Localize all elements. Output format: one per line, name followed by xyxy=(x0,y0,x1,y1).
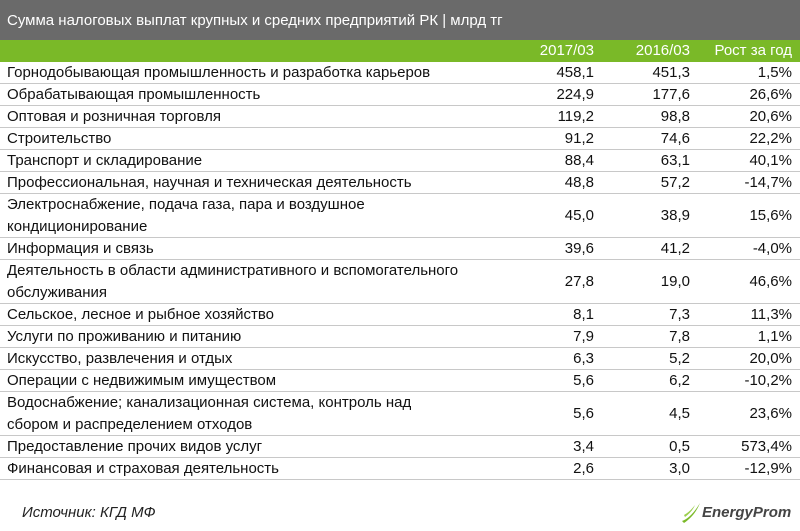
value-2016: 41,2 xyxy=(660,240,690,257)
value-2017: 88,4 xyxy=(564,152,594,169)
row-category-name xyxy=(7,172,477,194)
value-2016: 0,5 xyxy=(669,438,690,455)
value-growth: 20,0% xyxy=(749,350,792,367)
value-2017: 27,8 xyxy=(564,273,594,290)
row-category-name-line: Транспорт и складирование xyxy=(7,152,203,169)
row-category-name xyxy=(7,458,477,480)
value-2016: 7,3 xyxy=(669,306,690,323)
value-growth: 26,6% xyxy=(749,86,792,103)
value-growth: -4,0% xyxy=(752,240,792,257)
row-category-name-line: Сельское, лесное и рыбное хозяйство xyxy=(7,306,275,323)
value-2016: 6,2 xyxy=(669,372,690,389)
table-row xyxy=(0,370,800,392)
table-row xyxy=(0,238,800,260)
row-category-name-line: сбором и распределением отходов xyxy=(7,416,253,433)
value-growth: 46,6% xyxy=(749,273,792,290)
value-2016: 98,8 xyxy=(660,108,690,125)
value-growth: 23,6% xyxy=(749,405,792,422)
table-row xyxy=(0,326,800,348)
value-2016: 19,0 xyxy=(660,273,690,290)
value-growth: 22,2% xyxy=(749,130,792,147)
value-growth: 40,1% xyxy=(749,152,792,169)
row-category-name-line: кондиционирование xyxy=(7,218,148,235)
table-row xyxy=(0,150,800,172)
value-growth: -10,2% xyxy=(744,372,792,389)
value-2017: 48,8 xyxy=(564,174,594,191)
table-row xyxy=(0,458,800,480)
value-2017: 5,6 xyxy=(573,405,594,422)
table-row xyxy=(0,128,800,150)
column-header-growth: Рост за год xyxy=(714,42,792,59)
value-2017: 224,9 xyxy=(556,86,594,103)
value-2017: 458,1 xyxy=(556,64,594,81)
table-row xyxy=(0,260,800,304)
row-category-name-line: Операции с недвижимым имуществом xyxy=(7,372,277,389)
row-category-name xyxy=(7,128,477,150)
row-category-name xyxy=(7,304,477,326)
row-category-name xyxy=(7,150,477,172)
value-2017: 91,2 xyxy=(564,130,594,147)
row-category-name-line: Горнодобывающая промышленность и разработка карьеров xyxy=(7,64,431,81)
row-category-name-line: Услуги по проживанию и питанию xyxy=(7,328,242,345)
value-growth: 1,1% xyxy=(757,328,792,345)
value-2017: 7,9 xyxy=(573,328,594,345)
row-category-name xyxy=(7,106,477,128)
row-category-name xyxy=(7,348,477,370)
row-category-name-line: Водоснабжение; канализационная система, контроль над xyxy=(7,394,412,411)
column-header-bar xyxy=(0,40,800,62)
value-2017: 8,1 xyxy=(573,306,594,323)
value-2016: 7,8 xyxy=(669,328,690,345)
row-category-name-line: Строительство xyxy=(7,130,112,147)
column-header-2016: 2016/03 xyxy=(635,42,690,59)
value-growth: 573,4% xyxy=(741,438,792,455)
table-row xyxy=(0,62,800,84)
row-category-name-line: Деятельность в области административного и вспомогательного xyxy=(7,262,459,279)
value-2016: 4,5 xyxy=(669,405,690,422)
value-2016: 3,0 xyxy=(669,460,690,477)
column-header-2017: 2017/03 xyxy=(539,42,594,59)
value-2016: 74,6 xyxy=(660,130,690,147)
value-2016: 5,2 xyxy=(669,350,690,367)
row-category-name xyxy=(7,84,477,106)
table-row xyxy=(0,348,800,370)
table-row xyxy=(0,304,800,326)
value-growth: -12,9% xyxy=(744,460,792,477)
row-category-name xyxy=(7,260,477,304)
value-2017: 3,4 xyxy=(573,438,594,455)
row-category-name xyxy=(7,238,477,260)
table-row xyxy=(0,84,800,106)
value-2016: 451,3 xyxy=(652,64,690,81)
table-row xyxy=(0,172,800,194)
value-2016: 177,6 xyxy=(652,86,690,103)
row-category-name-line: Электроснабжение, подача газа, пара и воздушное xyxy=(7,196,365,213)
logo-swoosh-icon xyxy=(680,501,702,525)
footer xyxy=(0,498,800,531)
table-row xyxy=(0,194,800,238)
row-category-name xyxy=(7,194,477,238)
value-growth: 20,6% xyxy=(749,108,792,125)
row-category-name xyxy=(7,370,477,392)
value-2017: 45,0 xyxy=(564,207,594,224)
value-2016: 57,2 xyxy=(660,174,690,191)
row-category-name-line: Финансовая и страховая деятельность xyxy=(7,460,279,477)
value-2016: 38,9 xyxy=(660,207,690,224)
value-growth: 15,6% xyxy=(749,207,792,224)
value-2017: 6,3 xyxy=(573,350,594,367)
row-category-name-line: обслуживания xyxy=(7,284,108,301)
table-row xyxy=(0,436,800,458)
value-growth: 11,3% xyxy=(750,306,792,323)
row-category-name xyxy=(7,392,477,436)
row-category-name xyxy=(7,326,477,348)
row-category-name xyxy=(7,436,477,458)
row-category-name-line: Профессиональная, научная и техническая деятельность xyxy=(7,174,412,191)
value-2016: 63,1 xyxy=(660,152,690,169)
energyprom-logo xyxy=(680,501,795,527)
value-2017: 119,2 xyxy=(557,108,594,125)
table-row xyxy=(0,392,800,436)
source-note: Источник: КГД МФ xyxy=(22,504,156,521)
row-category-name xyxy=(7,62,477,84)
value-2017: 2,6 xyxy=(573,460,594,477)
table-title-bar xyxy=(0,0,800,40)
data-table xyxy=(0,62,800,480)
value-2017: 39,6 xyxy=(564,240,594,257)
table-title: Сумма налоговых выплат крупных и средних предприятий РК | млрд тг xyxy=(7,11,503,29)
value-2017: 5,6 xyxy=(573,372,594,389)
row-category-name-line: Искусство, развлечения и отдых xyxy=(7,350,233,367)
row-category-name-line: Оптовая и розничная торговля xyxy=(7,108,221,125)
row-category-name-line: Информация и связь xyxy=(7,240,154,257)
value-growth: -14,7% xyxy=(744,174,792,191)
row-category-name-line: Предоставление прочих видов услуг xyxy=(7,438,263,455)
row-category-name-line: Обрабатывающая промышленность xyxy=(7,86,261,103)
logo-text: EnergyProm xyxy=(702,504,792,521)
value-growth: 1,5% xyxy=(757,64,792,81)
table-row xyxy=(0,106,800,128)
